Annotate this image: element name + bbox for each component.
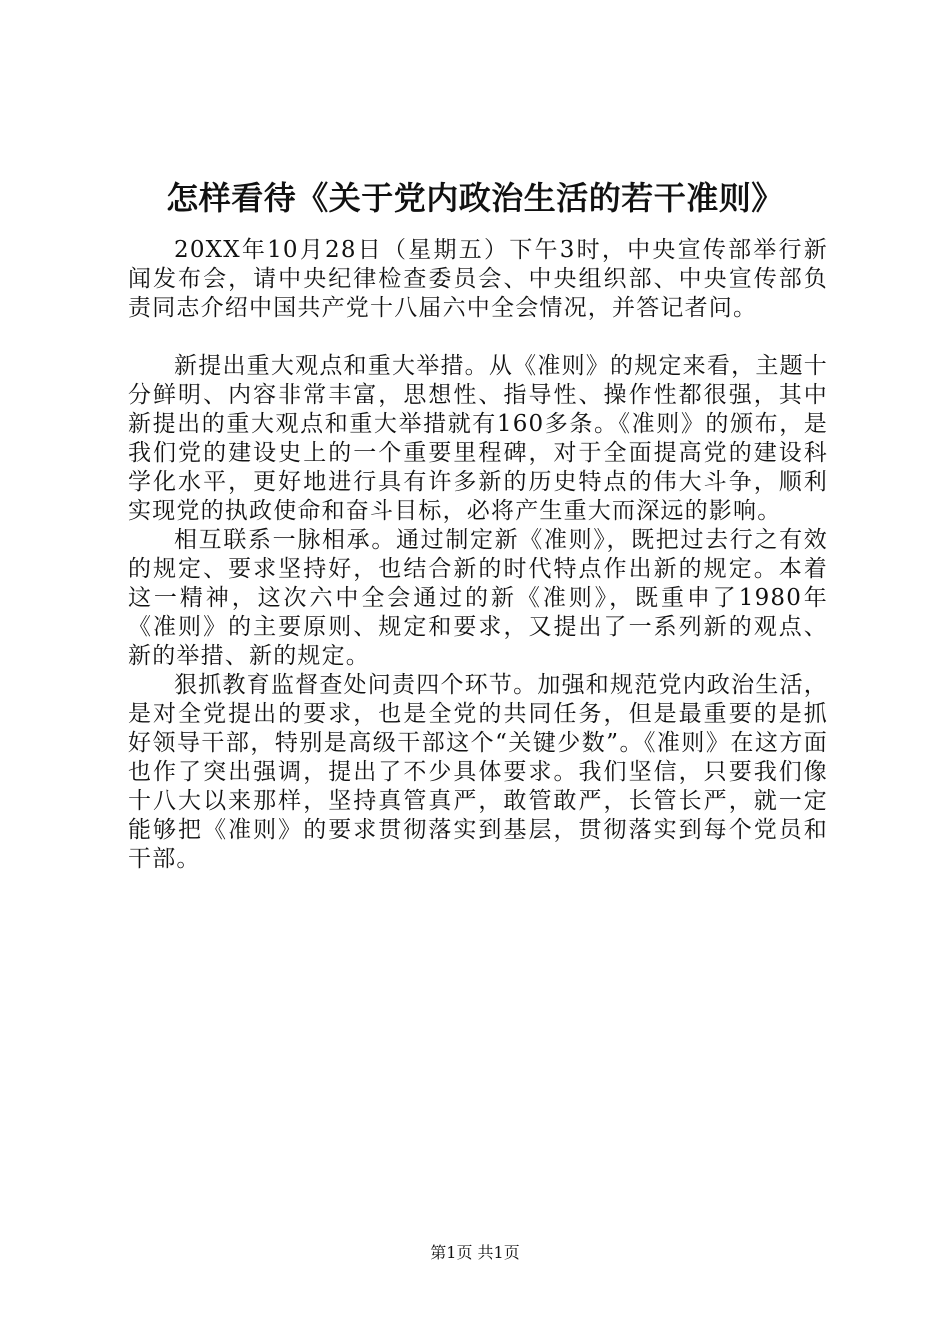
document-title: 怎样看待《关于党内政治生活的若干准则》 xyxy=(166,179,784,217)
paragraph-new-views: 新提出重大观点和重大举措。从《准则》的规定来看，主题十分鲜明、内容非常丰富，思想性、指导性、操作性都很强，其中新提出的重大观点和重大举措就有160多条。《准则》的颁布，是我们党的建设史上的一个重要里程碑，对于全面提高党的建设科学化水平，更好地进行具有许多新的历史特点的伟大斗争，顺利实现党的执政使命和奋斗目标，必将产生重大而深远的影响。 xyxy=(128,353,828,524)
paragraph-continuity: 相互联系一脉相承。通过制定新《准则》，既把过去行之有效的规定、要求坚持好，也结合新的时代特点作出新的规定。本着这一精神，这次六中全会通过的新《准则》，既重申了1980年《准则》的主要原则、规定和要求，又提出了一系列新的观点、新的举措、新的规定。 xyxy=(128,527,828,669)
paragraph-four-links: 狠抓教育监督查处问责四个环节。加强和规范党内政治生活，是对全党提出的要求，也是全党的共同任务，但是最重要的是抓好领导干部，特别是高级干部这个“关键少数”。《准则》在这方面也作了突出强调，提出了不少具体要求。我们坚信，只要我们像十八大以来那样，坚持真管真严，敢管敢严，长管长严，就一定能够把《准则》的要求贯彻落实到基层，贯彻落实到每个党员和干部。 xyxy=(128,672,828,872)
paragraph-intro: 20XX年10月28日（星期五）下午3时，中央宣传部举行新闻发布会，请中央纪律检查委员会、中央组织部、中央宣传部负责同志介绍中国共产党十八届六中全会情况，并答记者问。 xyxy=(128,237,828,321)
page-footer: 第1页 共1页 xyxy=(430,1243,520,1262)
document-body xyxy=(128,236,828,874)
